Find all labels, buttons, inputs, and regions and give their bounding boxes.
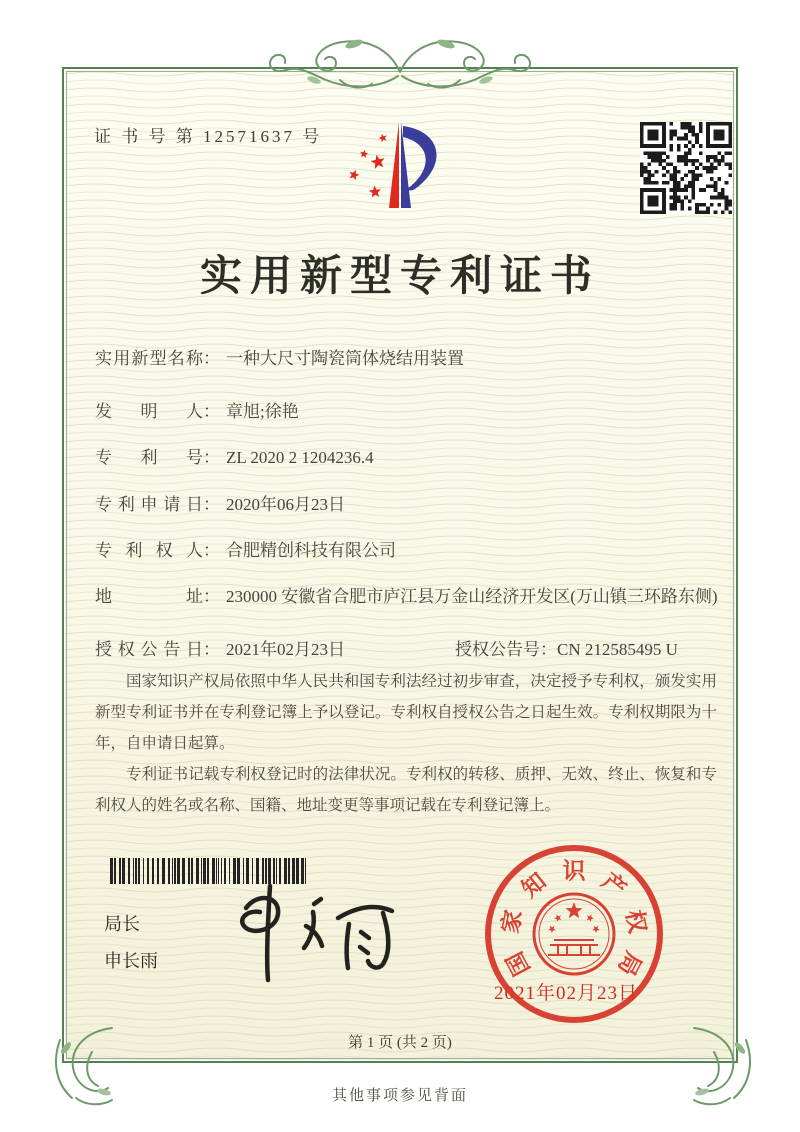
field-grant-announcement: [95, 636, 720, 663]
svg-text:识: 识: [562, 858, 586, 884]
qr-code: [640, 122, 732, 214]
field-colon: ：: [540, 640, 557, 659]
bottom-right-flourish-ornament: [680, 1022, 760, 1108]
certificate-title: 实用新型专利证书: [199, 254, 600, 300]
legal-paragraph-1: 国家知识产权局依照中华人民共和国专利法经过初步审查，决定授予专利权，颁发实用新型专利证书并在专利登记簿上予以登记。专利权自授权公告之日起生效。专利权期限为十年，自申请日起算。: [95, 673, 717, 752]
logo-p-bowl: [403, 126, 437, 191]
field-colon: ：: [203, 448, 220, 467]
field-label: 发明人: [95, 402, 203, 421]
seal-date: 2021年02月23日: [494, 983, 639, 1004]
field-address: [95, 583, 720, 610]
grant-date-value: 2021年02月23日: [226, 640, 345, 659]
svg-text:知: 知: [517, 868, 551, 903]
commissioner-block: [104, 906, 158, 980]
field-value: 合肥精创科技有限公司: [226, 541, 396, 560]
certificate-number: 证 书 号 第 12571637 号: [94, 127, 323, 146]
svg-text:家: 家: [497, 907, 527, 936]
field-colon: ：: [203, 349, 220, 368]
field-label: 专利号: [95, 448, 203, 467]
field-value: 章旭;徐艳: [226, 402, 299, 421]
field-filing-date: [95, 491, 720, 518]
commissioner-title: 局长: [104, 914, 140, 934]
field-patent-number: [95, 444, 720, 471]
field-inventors: [95, 398, 720, 425]
page-number: 第 1 页 (共 2 页): [348, 1035, 452, 1051]
logo-stars: [350, 134, 387, 198]
grant-number-value: CN 212585495 U: [557, 640, 678, 659]
commissioner-signature: [218, 880, 408, 985]
legal-text: [95, 666, 717, 821]
field-value: 2020年06月23日: [226, 495, 345, 514]
field-label: 专利权人: [95, 541, 203, 560]
field-value: ZL 2020 2 1204236.4: [226, 448, 374, 467]
legal-paragraph-2: 专利证书记载专利权登记时的法律状况。专利权的转移、质押、无效、终止、恢复和专利权人的姓名或名称、国籍、地址变更等事项记载在专利登记簿上。: [95, 766, 717, 814]
field-colon: ：: [203, 495, 220, 514]
seal-agency-text: [497, 859, 652, 980]
national-emblem: [534, 894, 614, 974]
back-side-note: 其他事项参见背面: [331, 1088, 468, 1104]
cnipa-logo: [347, 116, 452, 214]
field-colon: ：: [203, 402, 220, 421]
commissioner-name: 申长雨: [104, 951, 158, 971]
field-label: 专利申请日: [95, 495, 203, 514]
field-utility-model-name: [95, 345, 720, 372]
svg-text:权: 权: [621, 907, 651, 936]
field-colon: ：: [203, 541, 220, 560]
field-label: 实用新型名称: [95, 349, 203, 368]
top-flourish-ornament: [230, 28, 570, 106]
field-colon: ：: [203, 640, 220, 659]
cnipa-official-seal: [474, 834, 674, 1034]
grant-number-pair: [455, 636, 678, 663]
field-value: 230000 安徽省合肥市庐江县万金山经济开发区(万山镇三环路东侧): [226, 587, 718, 606]
svg-text:局: 局: [613, 947, 647, 980]
field-label: 授权公告日: [95, 640, 203, 659]
svg-text:国: 国: [501, 947, 535, 980]
field-label: 地址: [95, 587, 203, 606]
field-colon: ：: [203, 587, 220, 606]
svg-text:产: 产: [597, 868, 631, 903]
grant-number-label: 授权公告号: [455, 640, 540, 659]
bottom-left-flourish-ornament: [46, 1022, 126, 1108]
field-value: 一种大尺寸陶瓷筒体烧结用装置: [226, 349, 464, 368]
field-patentee: [95, 537, 720, 564]
logo-red-spike: [389, 122, 399, 208]
